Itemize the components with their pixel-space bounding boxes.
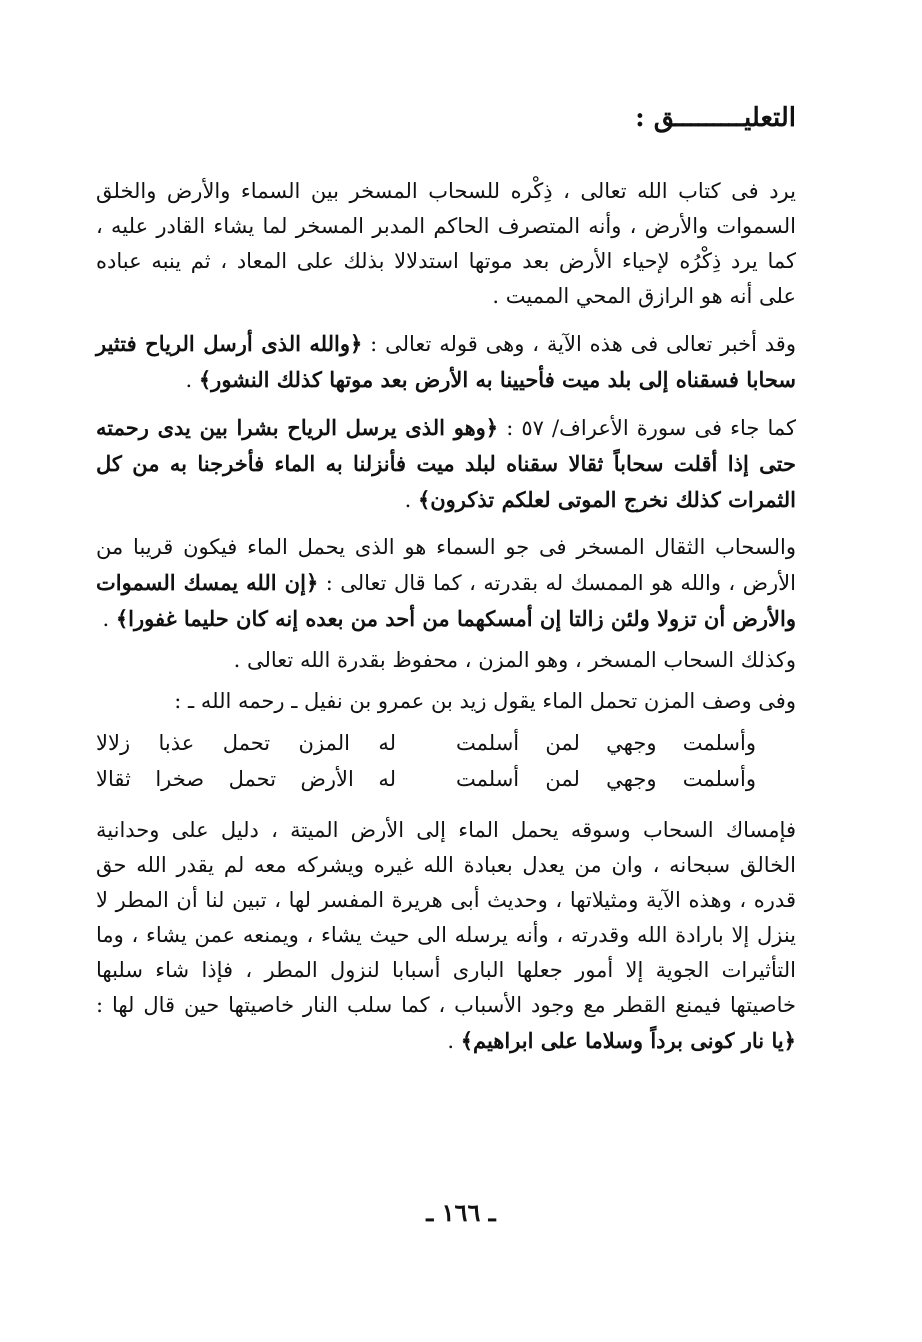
- paragraph-mizn: [96, 643, 796, 678]
- paragraph-end: .: [447, 1029, 461, 1053]
- poem-verse: [96, 725, 796, 761]
- paragraph-text: فإمساك السحاب وسوقه يحمل الماء إلى الأرض الميتة ، دليل على وحدانية الخالق سبحانه ، وان من يعدل بعبادة الله غيره ويشركه معه لم يقدر الله حق قدره ، وهذه الآية ومثيلاتها ، وحديث أبى هريرة المفسر لها ، تبين لنا أن المطر لا ينزل إلا بارادة الله وقدرته ، وأنه يرسله الى حيث يشاء ، ويمنعه عمن يشاء ، وما التأثيرات الجوية إلا أمور جعلها البارى أسبابا لنزول المطر ، فإذا شاء سلبها خاصيتها فيمنع القطر مع وجود الأسباب ، كما سلب النار خاصيتها حين قال لها :: [96, 818, 796, 1017]
- quran-quote: ﴿والله الذى أرسل الرياح فتثير سحابا فسقناه إلى بلد ميت فأحيينا به الأرض بعد موتها كذلك النشور﴾: [96, 331, 796, 392]
- paragraph-verse-1: [96, 326, 796, 398]
- page-content: [96, 100, 796, 1071]
- quran-quote: ﴿وهو الذى يرسل الرياح بشرا بين يدى رحمته حتى إذا أقلت سحاباً ثقالا سقناه لبلد ميت فأنزلنا به الماء فأخرجنا به من كل الثمرات كذلك نخرج الموتى لعلكم تذكرون﴾: [96, 415, 796, 512]
- verse-first-hemistich: وأسلمت وجهي لمن أسلمت: [456, 767, 756, 791]
- paragraph-verse-3: [96, 530, 796, 637]
- paragraph-text: والسحاب الثقال المسخر فى جو السماء هو الذى يحمل الماء فيكون قريبا من الأرض ، والله هو الممسك له بقدرته ، كما قال تعالى :: [96, 535, 796, 595]
- paragraph-text: كما جاء فى سورة الأعراف/ ٥٧ :: [498, 416, 796, 440]
- verse-first-hemistich: وأسلمت وجهي لمن أسلمت: [456, 731, 756, 755]
- quran-quote: ﴿يا نار كونى برداً وسلاما على ابراهيم﴾: [460, 1028, 796, 1053]
- paragraph-verse-2: [96, 410, 796, 518]
- paragraph-intro: [96, 174, 796, 314]
- poem-verse: [96, 761, 796, 797]
- paragraph-text: وكذلك السحاب المسخر ، وهو المزن ، محفوظ بقدرة الله تعالى .: [233, 648, 796, 672]
- paragraph-text: يرد فى كتاب الله تعالى ، ذِكْره للسحاب المسخر بين السماء والأرض والخلق السموات والأرض ، وأنه المتصرف الحاكم المدبر المسخر لما يشاء القادر عليه ، كما يرد ذِكْرُه لإحياء الأرض بعد موتها استدلالا بذلك على المعاد ، ثم ينبه عباده على أنه هو الرازق المحي المميت .: [96, 179, 796, 308]
- page-number: ـ ١٦٦ ـ: [426, 1198, 496, 1227]
- paragraph-end: .: [185, 368, 199, 392]
- section-heading: التعليـــــــــق :: [635, 103, 796, 133]
- poem: [96, 725, 796, 797]
- paragraph-text: وفى وصف المزن تحمل الماء يقول زيد بن عمرو بن نفيل ـ رحمه الله ـ :: [174, 689, 796, 713]
- verse-second-hemistich: له المزن تحمل عذبا زلالا: [96, 731, 396, 755]
- paragraph-closing: [96, 813, 796, 1059]
- verse-second-hemistich: له الأرض تحمل صخرا ثقالا: [96, 767, 396, 791]
- quran-quote: ﴿إن الله يمسك السموات والأرض أن تزولا ولئن زالتا إن أمسكهما من أحد من بعده إنه كان حليما غفورا﴾: [96, 570, 796, 631]
- paragraph-end: .: [102, 607, 116, 631]
- paragraph-end: .: [404, 488, 418, 512]
- paragraph-poem-intro: [96, 684, 796, 719]
- paragraph-text: وقد أخبر تعالى فى هذه الآية ، وهى قوله تعالى :: [362, 332, 796, 356]
